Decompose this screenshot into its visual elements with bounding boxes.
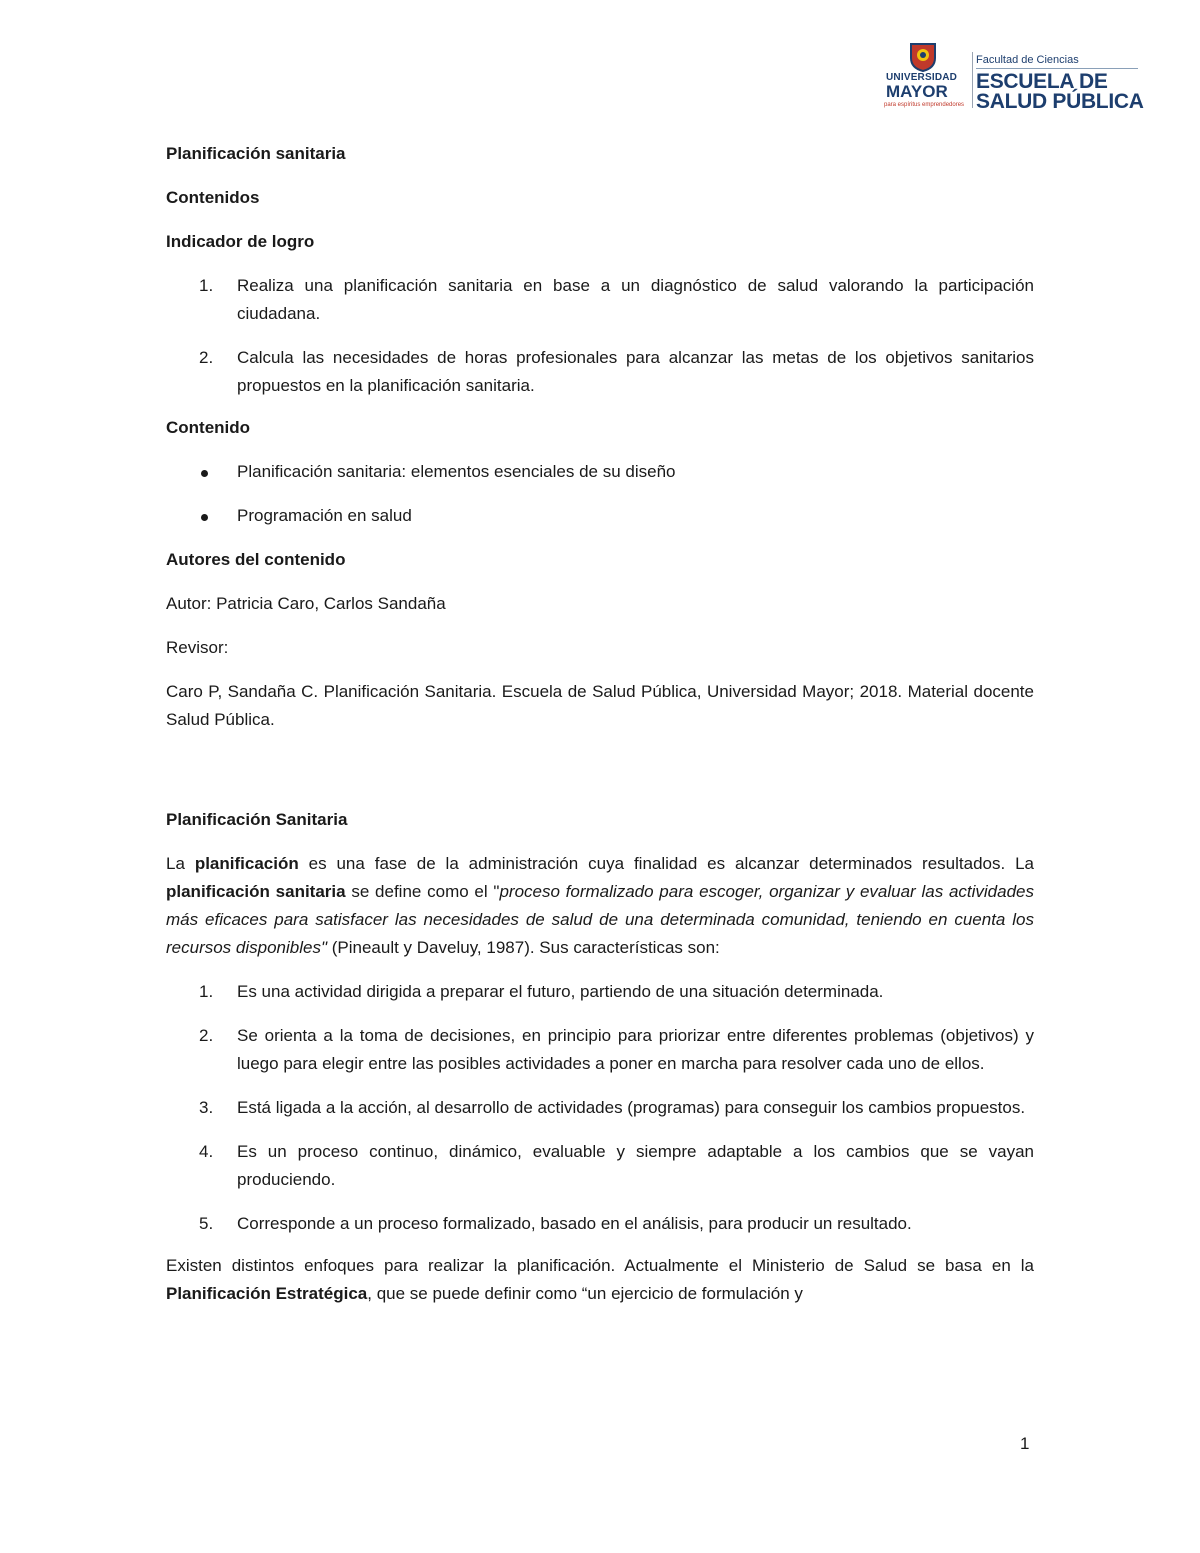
text-run: se define como el " xyxy=(345,882,500,901)
bullet-text: Planificación sanitaria: elementos esenciales de su diseño xyxy=(237,462,676,481)
section-paragraph-1 xyxy=(166,850,1034,962)
contenido-heading: Contenido xyxy=(166,418,251,437)
text-run: , que se puede definir como “un ejercicio de formulación y xyxy=(367,1284,803,1303)
esp-faculty: Facultad de Ciencias xyxy=(976,54,1079,66)
um-logo-line1: UNIVERSIDAD xyxy=(886,72,958,83)
doc-title: Planificación sanitaria xyxy=(166,144,346,163)
italic-definition: proceso formalizado para escoger, organizar y evaluar las actividades más eficaces para satisfacer las necesidades de salud de una determinada comunidad, teniendo en cuenta los recursos disponibles" xyxy=(166,882,1034,957)
um-logo-tagline: para espíritus emprendedores xyxy=(884,102,965,108)
list-text: Es un proceso continuo, dinámico, evaluable y siempre adaptable a los cambios que se vayan produciendo. xyxy=(237,1142,1034,1189)
list-item xyxy=(166,1210,1034,1238)
contenidos-heading: Contenidos xyxy=(166,188,260,207)
text-run: es una fase de la administración cuya finalidad es alcanzar determinados resultados. La xyxy=(298,854,1034,873)
bold-term: Planificación Estratégica xyxy=(166,1284,368,1303)
list-item xyxy=(166,978,1034,1006)
indicadores-list xyxy=(166,272,1034,400)
document-body xyxy=(166,140,1034,1308)
list-number: 1. xyxy=(199,982,214,1001)
caracteristicas-list xyxy=(166,978,1034,1238)
bullet-item xyxy=(166,502,1034,530)
citation: Caro P, Sandaña C. Planificación Sanitaria. Escuela de Salud Pública, Universidad Mayor; 2018. Material docente Salud Pública. xyxy=(166,682,1034,729)
section-paragraph-2 xyxy=(166,1252,1034,1308)
list-number: 4. xyxy=(199,1142,214,1161)
text-run: La xyxy=(166,854,195,873)
list-text: Se orienta a la toma de decisiones, en principio para priorizar entre diferentes problemas (objetivos) y luego para elegir entre las posibles actividades a poner en marcha para resolver cada uno de ellos. xyxy=(237,1026,1034,1073)
list-text: Realiza una planificación sanitaria en base a un diagnóstico de salud valorando la participación ciudadana. xyxy=(237,276,1034,323)
list-item xyxy=(166,1094,1034,1122)
logo-divider xyxy=(972,52,973,108)
list-text: Es una actividad dirigida a preparar el futuro, partiendo de una situación determinada. xyxy=(237,982,884,1001)
autor-line: Autor: Patricia Caro, Carlos Sandaña xyxy=(166,594,446,613)
list-number: 1. xyxy=(199,276,214,295)
list-text: Está ligada a la acción, al desarrollo de actividades (programas) para conseguir los cambios propuestos. xyxy=(237,1098,1026,1117)
list-text: Calcula las necesidades de horas profesionales para alcanzar las metas de los objetivos sanitarios propuestos en la planificación sanitaria. xyxy=(237,348,1034,395)
text-run: (Pineault y Daveluy, 1987). Sus características son: xyxy=(327,938,720,957)
bullet-item xyxy=(166,458,1034,486)
header-logos xyxy=(884,42,1144,113)
universidad-mayor-logo xyxy=(884,42,968,112)
bold-term: planificación xyxy=(194,854,299,873)
esp-line2: SALUD PÚBLICA xyxy=(976,90,1144,113)
page-number: 1 xyxy=(1020,1434,1030,1453)
shield-icon xyxy=(910,42,936,72)
revisor-line: Revisor: xyxy=(166,638,229,657)
escuela-salud-publica-logo xyxy=(976,46,1144,113)
esp-rule xyxy=(976,68,1138,69)
list-text: Corresponde a un proceso formalizado, basado en el análisis, para producir un resultado. xyxy=(237,1214,912,1233)
text-run: Existen distintos enfoques para realizar la planificación. Actualmente el Ministerio de Salud se basa en la xyxy=(166,1256,1034,1275)
bullet-text: Programación en salud xyxy=(237,506,412,525)
list-number: 5. xyxy=(199,1214,214,1233)
um-logo-line2: MAYOR xyxy=(886,82,948,101)
section-heading: Planificación Sanitaria xyxy=(166,810,348,829)
indicador-heading: Indicador de logro xyxy=(166,232,315,251)
autores-heading: Autores del contenido xyxy=(166,550,346,569)
list-number: 2. xyxy=(199,1026,214,1045)
bullet-icon xyxy=(201,470,208,477)
list-number: 2. xyxy=(199,348,214,367)
contenido-list xyxy=(166,458,1034,530)
list-item xyxy=(166,344,1034,400)
list-number: 3. xyxy=(199,1098,214,1117)
bullet-icon xyxy=(201,514,208,521)
list-item xyxy=(166,1138,1034,1194)
esp-line1: ESCUELA DE xyxy=(976,70,1108,93)
bold-term: planificación sanitaria xyxy=(166,882,346,901)
list-item xyxy=(166,272,1034,328)
list-item xyxy=(166,1022,1034,1078)
